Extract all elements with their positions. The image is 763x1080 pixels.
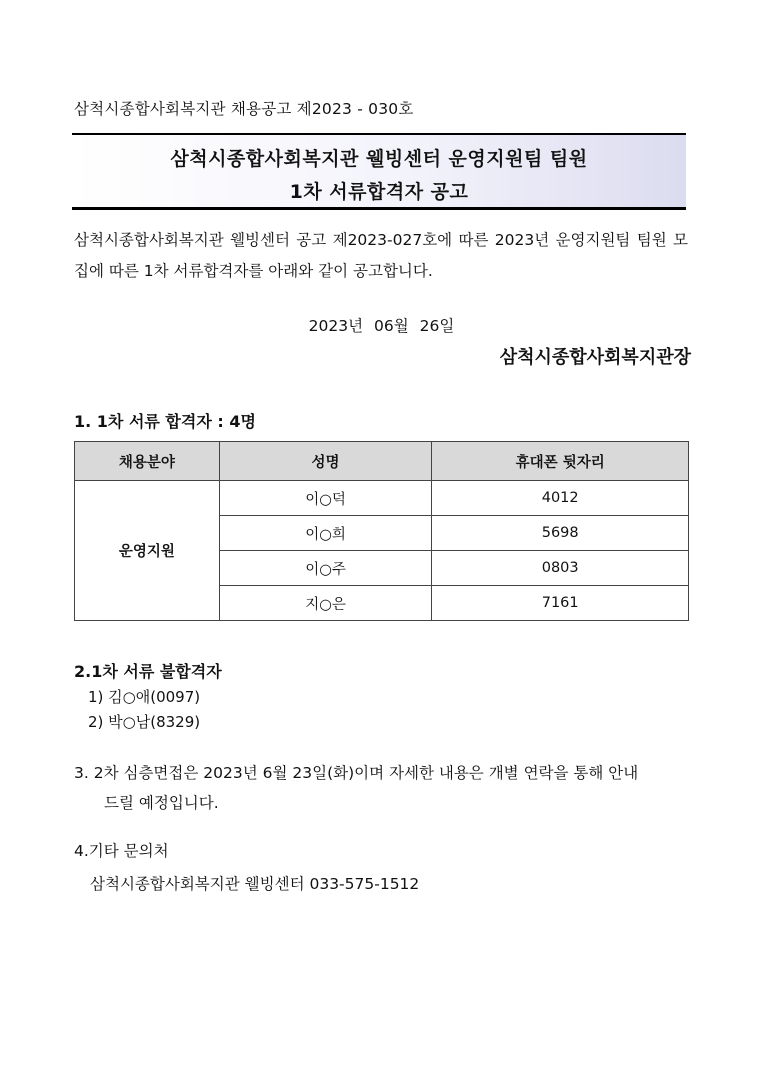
announcement-date: 2023년 06월 26일	[308, 317, 455, 335]
section-3-line-1: 3. 2차 심층면접은 2023년 6월 23일(화)이며 자세한 내용은 개별 연락을 통해 안내	[74, 764, 639, 782]
title-box	[72, 133, 686, 210]
table-header-row	[75, 442, 689, 481]
title-line-1: 삼척시종합사회복지관 웰빙센터 운영지원팀 팀원	[170, 148, 588, 170]
results-table	[74, 441, 689, 621]
phone-cell: 0803	[432, 551, 689, 586]
section-3-line-2: 드릴 예정입니다.	[104, 794, 219, 812]
name-cell: 이○덕	[219, 481, 432, 516]
phone-cell: 5698	[432, 516, 689, 551]
section-4-heading: 4.기타 문의처	[74, 842, 169, 860]
section-2-heading: 2.1차 서류 불합격자	[74, 662, 222, 681]
name-cell: 이○희	[219, 516, 432, 551]
director-signature: 삼척시종합사회복지관장	[499, 347, 691, 368]
name-cell: 지○은	[219, 586, 432, 621]
document-number: 삼척시종합사회복지관 채용공고 제2023 - 030호	[74, 100, 414, 118]
contact-info: 삼척시종합사회복지관 웰빙센터 033-575-1512	[90, 875, 420, 893]
name-cell: 이○주	[219, 551, 432, 586]
phone-cell: 7161	[432, 586, 689, 621]
rejected-item: 1) 김○애(0097)	[88, 688, 201, 706]
header-phone: 휴대폰 뒷자리	[432, 442, 689, 481]
field-cell: 운영지원	[75, 481, 220, 621]
rejected-item: 2) 박○남(8329)	[88, 713, 201, 731]
title-line-2: 1차 서류합격자 공고	[289, 181, 469, 203]
header-name: 성명	[219, 442, 432, 481]
table-row	[75, 481, 689, 516]
section-3-paragraph	[74, 758, 694, 818]
header-field: 채용분야	[75, 442, 220, 481]
intro-paragraph: 삼척시종합사회복지관 웰빙센터 공고 제2023-027호에 따른 2023년 운영지원팀 팀원 모집에 따른 1차 서류합격자를 아래와 같이 공고합니다.	[74, 231, 688, 280]
phone-cell: 4012	[432, 481, 689, 516]
section-1-heading: 1. 1차 서류 합격자 : 4명	[74, 412, 256, 431]
